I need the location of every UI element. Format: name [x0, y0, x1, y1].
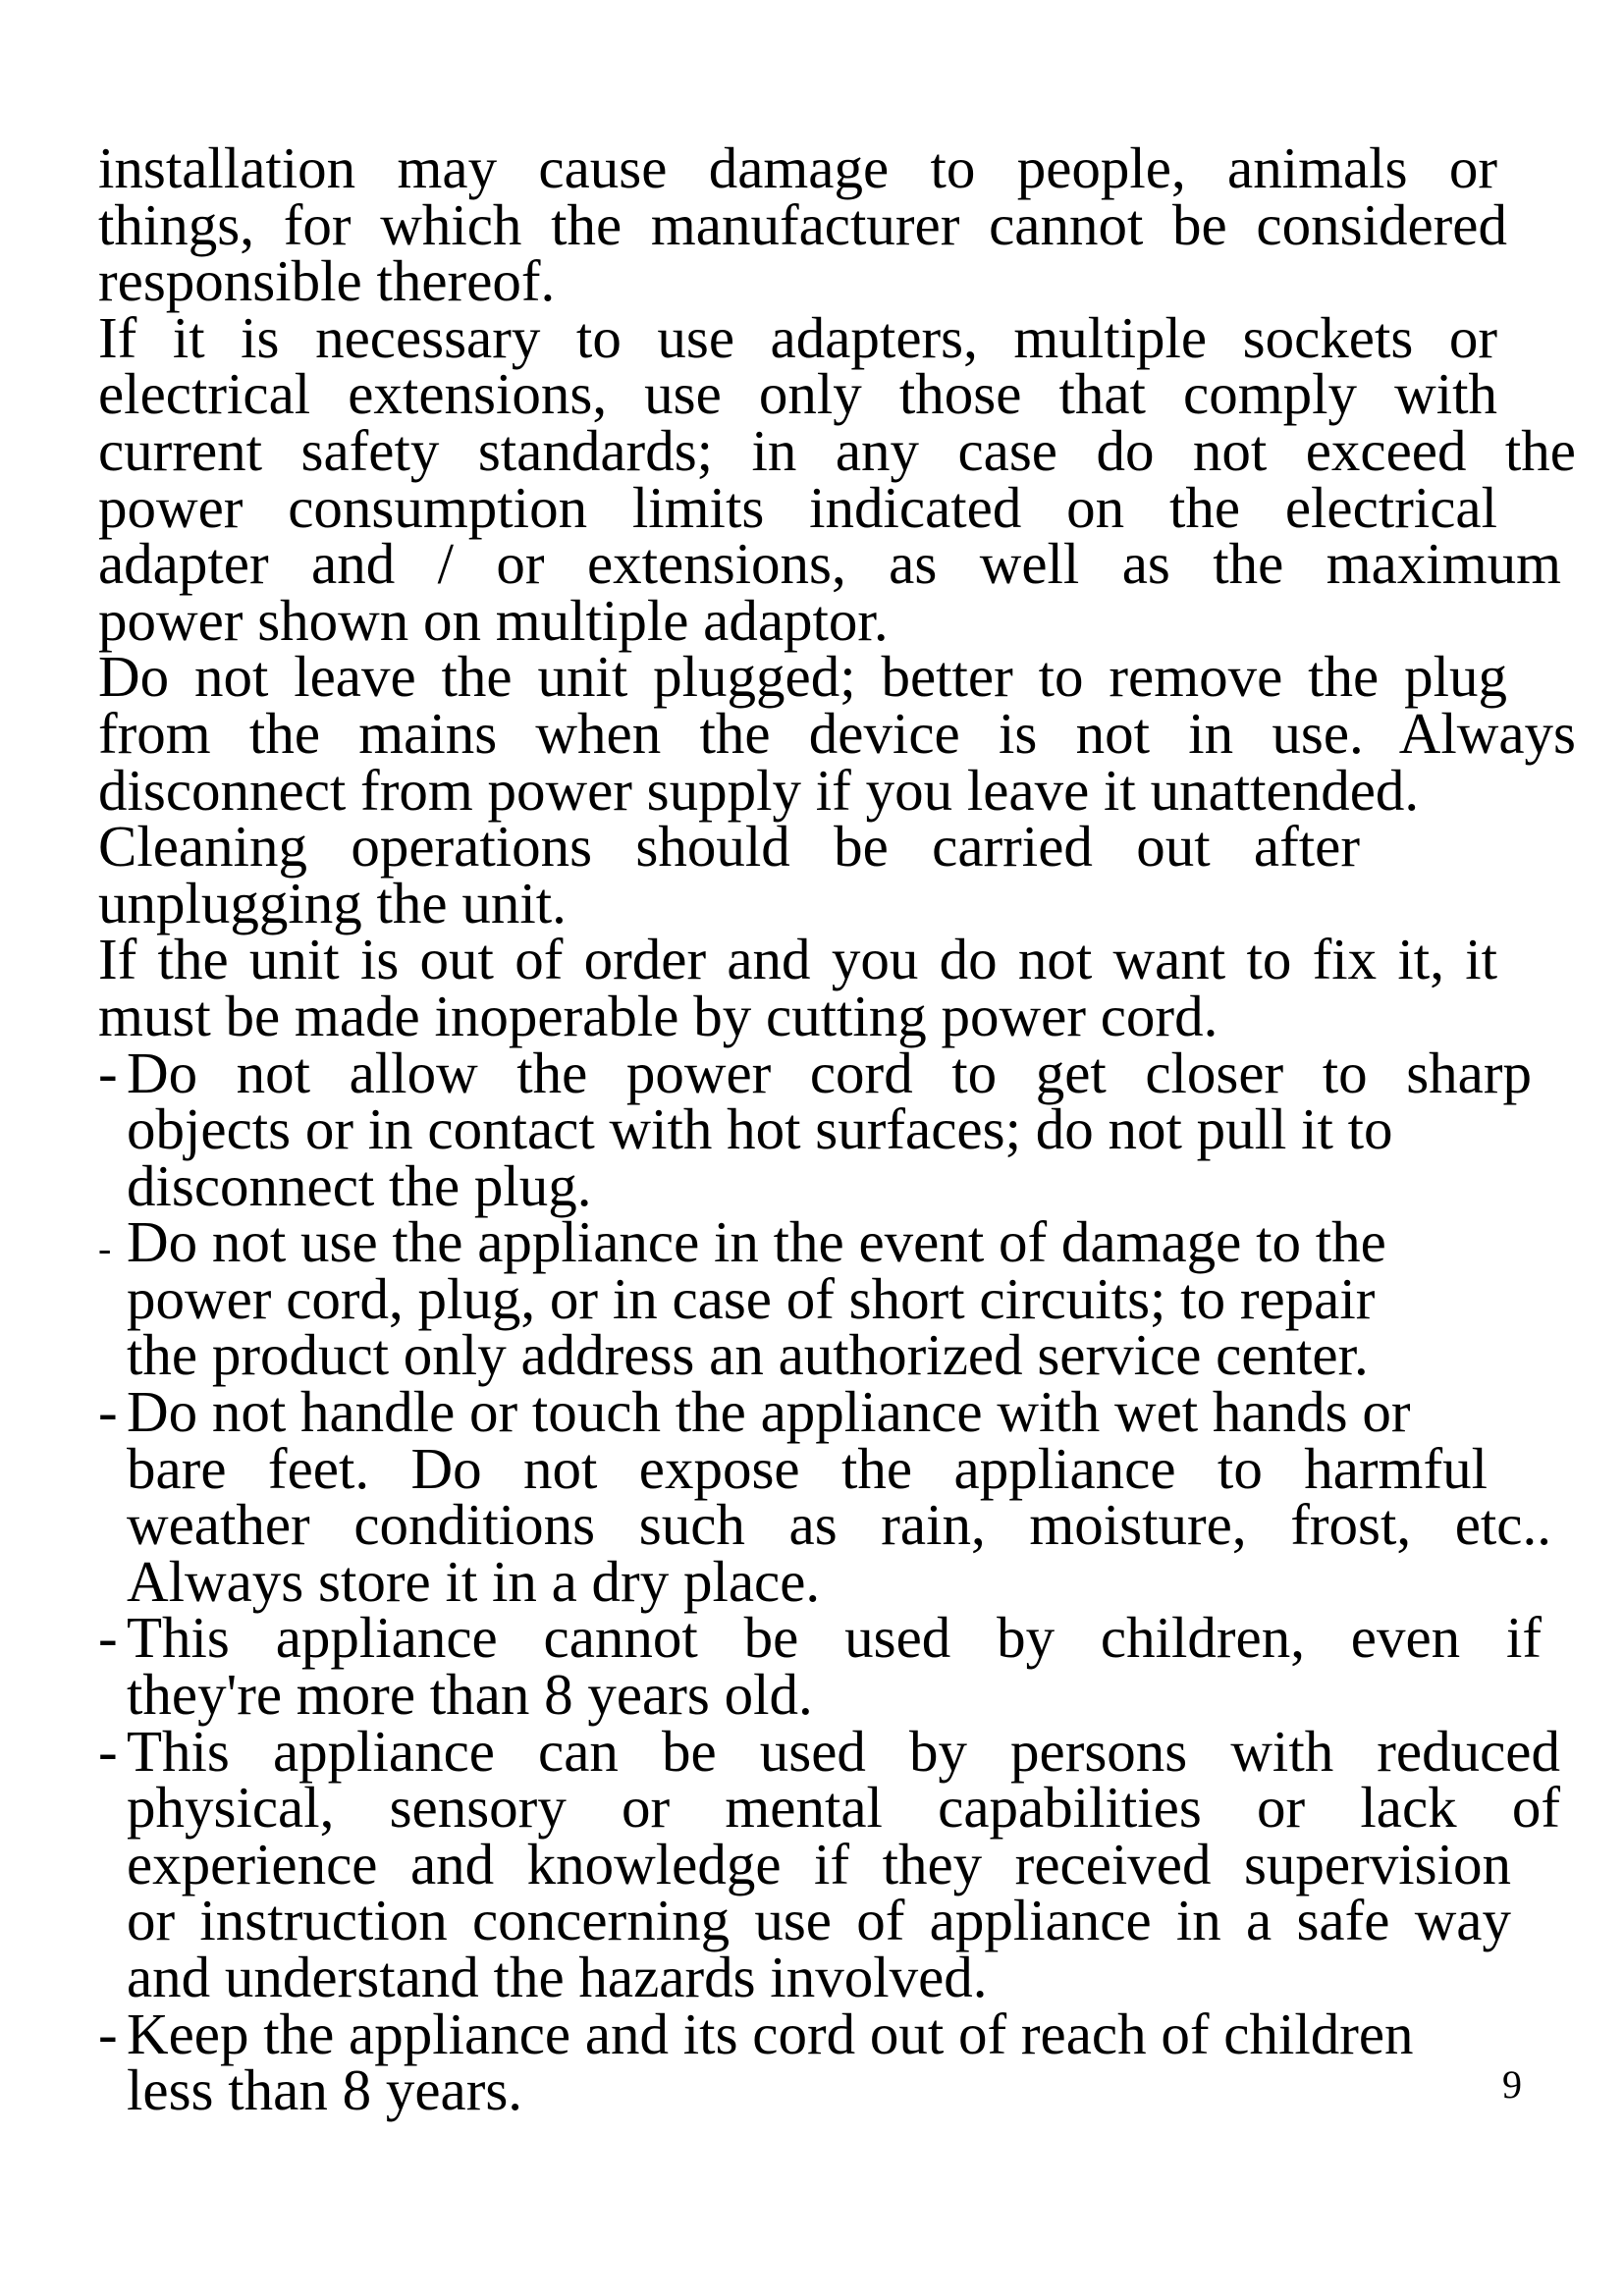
bullet-reduced-capabilities: [98, 1718, 1576, 2009]
page-number: 9: [1502, 2062, 1522, 2107]
text-line: adapter and / or extensions, as well as the maximum: [98, 531, 1561, 597]
paragraph-adapters-extensions: [98, 304, 1576, 653]
text-line: This appliance cannot be used by children, even if: [127, 1605, 1542, 1671]
text-line: installation may cause damage to people, animals or: [98, 135, 1497, 200]
text-line: bare feet. Do not expose the appliance to harmful: [127, 1435, 1488, 1501]
text-line: the product only address an authorized service center.: [127, 1322, 1369, 1388]
bullet-keep-from-children: [98, 2001, 1576, 2123]
paragraph-out-of-order: [98, 927, 1576, 1048]
manual-page: [98, 135, 1576, 2123]
bullet-first-line: [98, 1379, 1576, 1445]
text-line: Do not allow the power cord to get closer to sharp: [127, 1040, 1532, 1105]
text-line: current safety standards; in any case do not exceed the: [98, 417, 1576, 483]
text-line: physical, sensory or mental capabilities or lack of: [127, 1775, 1560, 1841]
text-line: or instruction concerning use of appliance in a safe way: [127, 1888, 1511, 1953]
text-line: Do not leave the unit plugged; better to remove the plug: [98, 644, 1507, 710]
text-line: unplugging the unit.: [98, 870, 567, 935]
text-line: less than 8 years.: [127, 2057, 523, 2123]
bullet-wet-hands-weather: [98, 1379, 1576, 1614]
bullet-continuation: [98, 1435, 1576, 1614]
text-line: electrical extensions, use only those that comply with: [98, 361, 1497, 427]
text-line: disconnect from power supply if you leave it unattended.: [98, 757, 1420, 823]
dash-marker: -: [98, 1379, 118, 1445]
text-line: Always store it in a dry place.: [127, 1548, 821, 1614]
text-line: responsible thereof.: [98, 248, 556, 314]
text-line: must be made inoperable by cutting power cord.: [98, 983, 1218, 1048]
text-line: weather conditions such as rain, moisture, frost, etc..: [127, 1492, 1551, 1558]
text-line: Do not handle or touch the appliance with wet hands or: [127, 1379, 1411, 1445]
text-line: things, for which the manufacturer cannot be considered: [98, 191, 1507, 257]
text-line: experience and knowledge if they received supervision: [127, 1831, 1511, 1896]
text-line: objects or in contact with hot surfaces; do not pull it to: [127, 1096, 1393, 1162]
bullet-first-line: [98, 1040, 1576, 1105]
bullet-first-line: [98, 2001, 1576, 2066]
text-line: Keep the appliance and its cord out of reach of children: [127, 2001, 1414, 2066]
paragraph-unplug-when-unused: [98, 644, 1576, 823]
dash-marker: -: [98, 1718, 118, 1784]
bullet-first-line: [98, 1718, 1576, 1784]
paragraph-installation-liability: [98, 135, 1576, 314]
bullet-power-cord-sharp-objects: [98, 1040, 1576, 1218]
bullet-damaged-cord: [98, 1209, 1576, 1388]
bullet-first-line: [98, 1209, 1576, 1275]
text-line: Cleaning operations should be carried out after: [98, 814, 1360, 880]
dash-marker: -: [98, 1605, 118, 1671]
text-line: from the mains when the device is not in use. Always: [98, 700, 1576, 766]
text-line: Do not use the appliance in the event of damage to the: [127, 1209, 1386, 1275]
bullet-first-line: [98, 1605, 1576, 1671]
bullet-continuation: [98, 1775, 1576, 2009]
text-line: If it is necessary to use adapters, multiple sockets or: [98, 304, 1497, 370]
dash-marker: -: [98, 1040, 118, 1105]
text-line: If the unit is out of order and you do not want to fix it, it: [98, 927, 1497, 992]
bullet-children-restriction: [98, 1605, 1576, 1728]
text-line: they're more than 8 years old.: [127, 1662, 813, 1728]
paragraph-cleaning: [98, 814, 1576, 935]
text-line: and understand the hazards involved.: [127, 1945, 988, 2009]
text-line: power shown on multiple adaptor.: [98, 587, 889, 653]
text-line: power cord, plug, or in case of short circuits; to repair: [127, 1265, 1376, 1331]
dash-marker: -: [98, 2001, 118, 2066]
text-line: power consumption limits indicated on the electrical: [98, 474, 1497, 540]
text-line: This appliance can be used by persons with reduced: [127, 1718, 1560, 1784]
dash-marker: -: [98, 1226, 112, 1271]
text-line: disconnect the plug.: [127, 1152, 592, 1218]
